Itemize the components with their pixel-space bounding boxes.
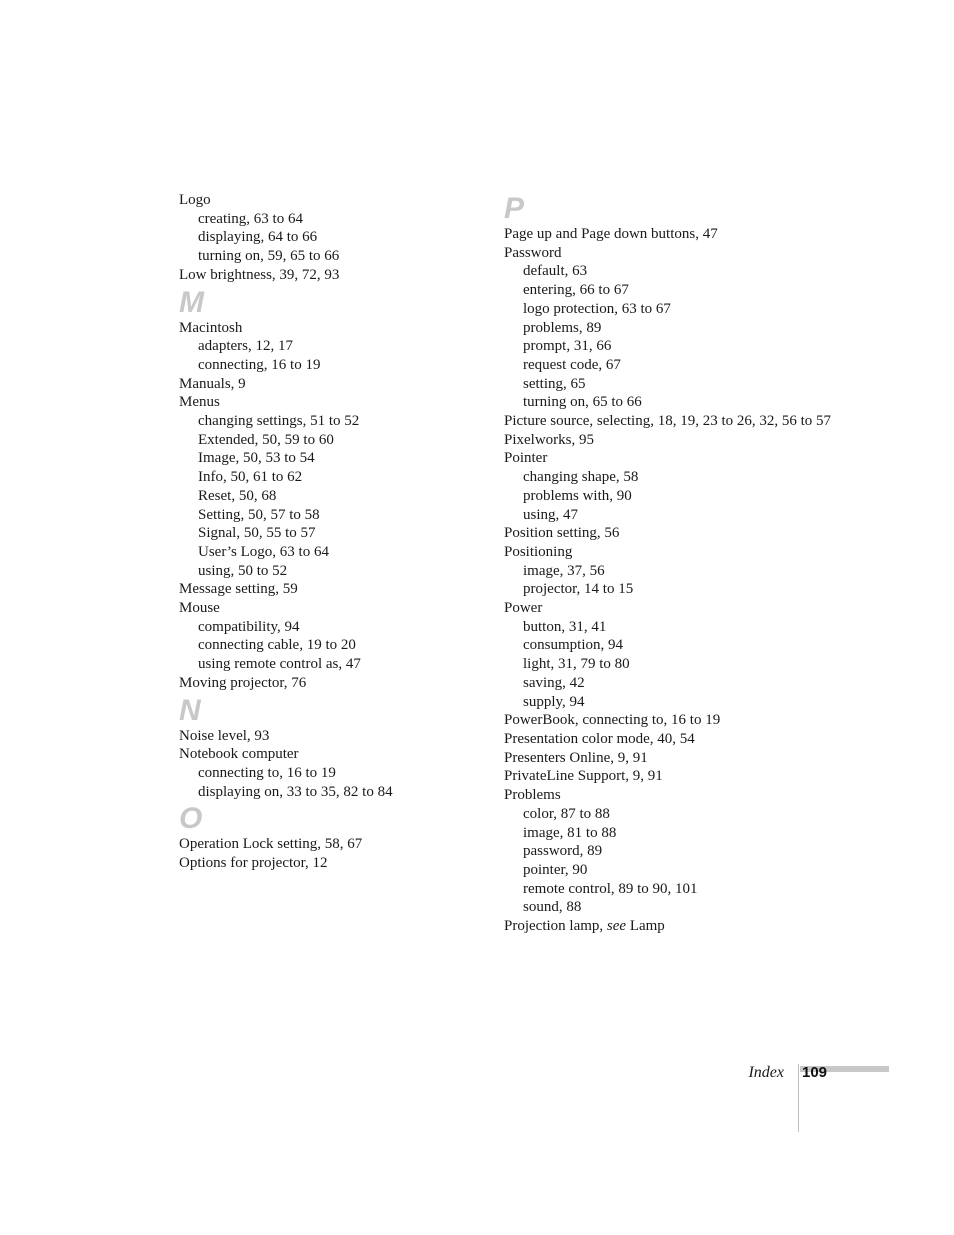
- page-footer: [0, 1064, 954, 1134]
- footer-section-label: Index: [748, 1064, 784, 1081]
- index-entry: Menus: [179, 394, 220, 411]
- see-target: Lamp: [626, 918, 665, 935]
- page-number: 109: [802, 1064, 828, 1081]
- index-entry: [504, 917, 814, 936]
- index-subentry: color, 87 to 88: [523, 805, 610, 822]
- index-subentry: default, 63: [523, 263, 588, 280]
- index-entry: Logo: [179, 192, 211, 208]
- index-subentry: light, 31, 79 to 80: [523, 656, 630, 673]
- index-subentry: setting, 65: [523, 375, 586, 392]
- index-subentry: using remote control as, 47: [198, 656, 361, 673]
- index-subentry: problems with, 90: [523, 487, 632, 504]
- section-letter: O: [179, 802, 203, 836]
- index-entry: Power: [504, 600, 543, 617]
- index-subentry: sound, 88: [523, 899, 582, 916]
- index-subentry: remote control, 89 to 90, 101: [523, 880, 698, 897]
- section-letter: N: [179, 693, 201, 727]
- index-subentry: using, 50 to 52: [198, 562, 288, 579]
- entry-text: Projection lamp,: [504, 918, 607, 935]
- index-subentry: Reset, 50, 68: [198, 487, 277, 504]
- index-entry: PowerBook, connecting to, 16 to 19: [504, 712, 721, 729]
- index-subentry: using, 47: [523, 506, 579, 523]
- index-subentry: displaying, 64 to 66: [198, 229, 318, 246]
- index-entry: Picture source, selecting, 18, 19, 23 to 26, 32, 56 to 57: [504, 413, 832, 430]
- index-subentry: adapters, 12, 17: [198, 338, 293, 355]
- index-entry: PrivateLine Support, 9, 91: [504, 768, 663, 785]
- index-entry: Noise level, 93: [179, 727, 270, 744]
- index-entry: Macintosh: [179, 319, 243, 336]
- index-subentry: projector, 14 to 15: [523, 581, 634, 598]
- section-letter: P: [504, 192, 525, 225]
- index-subentry: image, 81 to 88: [523, 824, 617, 841]
- index-subentry: button, 31, 41: [523, 618, 607, 635]
- index-subentry: changing settings, 51 to 52: [198, 413, 360, 430]
- index-entry: Password: [504, 244, 562, 261]
- index-entry: Options for projector, 12: [179, 855, 328, 872]
- index-subentry: prompt, 31, 66: [523, 338, 612, 355]
- index-subentry: problems, 89: [523, 319, 602, 336]
- index-subentry: Setting, 50, 57 to 58: [198, 506, 320, 523]
- index-subentry: Image, 50, 53 to 54: [198, 450, 315, 467]
- index-subentry: password, 89: [523, 843, 603, 860]
- index-subentry: Extended, 50, 59 to 60: [198, 431, 334, 448]
- index-column-right: [504, 191, 832, 936]
- index-subentry: User’s Logo, 63 to 64: [198, 543, 329, 560]
- section-letter: M: [179, 285, 204, 319]
- index-subentry: connecting to, 16 to 19: [198, 764, 336, 781]
- index-subentry: creating, 63 to 64: [198, 210, 303, 227]
- index-subentry: connecting, 16 to 19: [198, 356, 321, 373]
- index-entry: Presentation color mode, 40, 54: [504, 730, 695, 747]
- index-entry: Moving projector, 76: [179, 674, 307, 691]
- index-entry: Low brightness, 39, 72, 93: [179, 266, 340, 283]
- index-subentry: turning on, 65 to 66: [523, 394, 642, 411]
- index-entry: Problems: [504, 787, 561, 804]
- index-subentry: consumption, 94: [523, 637, 623, 654]
- index-subentry: logo protection, 63 to 67: [523, 300, 671, 317]
- index-column-left: [179, 191, 489, 873]
- index-entry: Operation Lock setting, 58, 67: [179, 836, 363, 853]
- index-subentry: image, 37, 56: [523, 562, 605, 579]
- index-entry: Presenters Online, 9, 91: [504, 749, 648, 766]
- index-entry: Message setting, 59: [179, 581, 298, 598]
- index-subentry: changing shape, 58: [523, 469, 639, 486]
- index-entry: Pixelworks, 95: [504, 431, 594, 448]
- index-entry: Manuals, 9: [179, 375, 246, 392]
- index-subentry: displaying on, 33 to 35, 82 to 84: [198, 783, 393, 800]
- index-subentry: turning on, 59, 65 to 66: [198, 248, 340, 265]
- index-entry: Pointer: [504, 450, 548, 467]
- index-subentry: compatibility, 94: [198, 618, 300, 635]
- footer-divider: [798, 1064, 799, 1132]
- index-entry: Positioning: [504, 543, 573, 560]
- see-reference: see: [606, 918, 627, 935]
- index-entry: Notebook computer: [179, 746, 299, 763]
- index-subentry: pointer, 90: [523, 861, 588, 878]
- index-entry: Page up and Page down buttons, 47: [504, 226, 718, 242]
- index-subentry: entering, 66 to 67: [523, 282, 629, 299]
- index-subentry: saving, 42: [523, 674, 585, 691]
- index-subentry: Info, 50, 61 to 62: [198, 469, 303, 486]
- index-subentry: connecting cable, 19 to 20: [198, 637, 356, 654]
- index-subentry: Signal, 50, 55 to 57: [198, 525, 316, 542]
- index-subentry: supply, 94: [523, 693, 585, 710]
- index-subentry: request code, 67: [523, 356, 621, 373]
- index-entry: Position setting, 56: [504, 525, 620, 542]
- index-entry: Mouse: [179, 600, 220, 617]
